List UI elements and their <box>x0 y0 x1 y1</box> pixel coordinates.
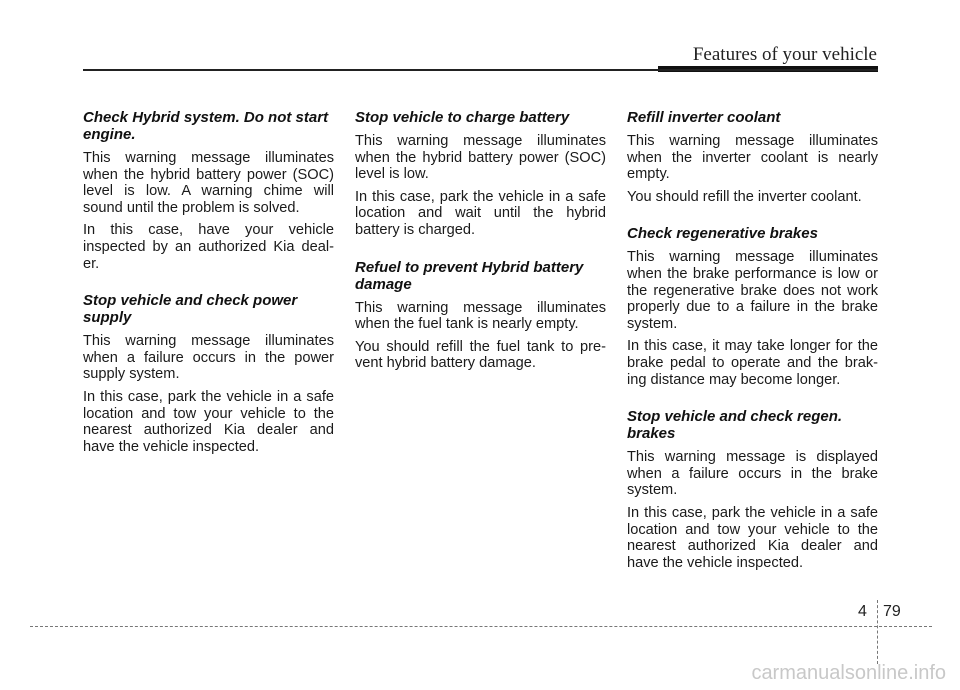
section-paragraph: This warning message is displayed when a failure occurs in the brake system. <box>627 449 878 499</box>
column-2 <box>355 109 606 392</box>
section-stop-charge-battery <box>355 109 606 239</box>
column-3 <box>627 109 878 591</box>
watermark: carmanualsonline.info <box>751 662 946 684</box>
page-number: 79 <box>883 603 901 620</box>
section-paragraph: This warning message illuminates when the hybrid battery power (SOC) level is low. <box>355 133 606 183</box>
section-paragraph: This warning message illuminates when the brake performance is low or the regenerative brake does not work properly due to a failure in the brake system. <box>627 249 878 332</box>
column-1 <box>83 109 334 475</box>
section-heading: Check regenerative brakes <box>627 225 818 243</box>
section-heading: Stop vehicle to charge battery <box>355 109 570 126</box>
section-paragraph: This warning message illuminates when a failure occurs in the power supply system. <box>83 333 334 383</box>
section-paragraph: In this case, park the vehicle in a safe location and tow your vehicle to the nearest authorized Kia dealer and have the vehicle inspected. <box>627 504 878 571</box>
section-paragraph: This warning message illuminates when the inverter coolant is nearly empty. <box>627 133 878 183</box>
section-paragraph: In this case, have your vehicle inspected by an authorized Kia deal-er. <box>83 222 334 272</box>
section-paragraph: This warning message illuminates when the hybrid battery power (SOC) level is low. A warning chime will sound until the problem is solved. <box>83 150 334 216</box>
section-refuel-prevent-damage <box>355 259 606 372</box>
section-check-hybrid-system <box>83 109 334 272</box>
section-heading: Refill inverter coolant <box>627 109 781 126</box>
section-paragraph: In this case, park the vehicle in a safe location and wait until the hybrid battery is charged. <box>355 188 606 238</box>
header-rule <box>83 69 878 71</box>
running-header: Features of your vehicle <box>692 44 877 65</box>
section-stop-check-power-supply <box>83 292 334 455</box>
section-heading: Stop vehicle and check regen. brakes <box>627 408 843 443</box>
section-paragraph: You should refill the fuel tank to pre-vent hybrid battery damage. <box>355 338 606 372</box>
footer-dashed-rule <box>30 626 932 627</box>
section-stop-check-regen-brakes <box>627 408 878 571</box>
section-heading: Check Hybrid system. Do not start engine. <box>83 109 329 143</box>
section-check-regenerative-brakes <box>627 225 878 388</box>
section-paragraph: You should refill the inverter coolant. <box>627 188 862 205</box>
section-paragraph: In this case, park the vehicle in a safe location and tow your vehicle to the nearest authorized Kia dealer and have the vehicle inspected. <box>83 388 334 455</box>
section-heading: Stop vehicle and check power supply <box>83 292 298 327</box>
chapter-number: 4 <box>858 603 867 620</box>
footer-divider <box>877 600 878 664</box>
section-refill-inverter-coolant <box>627 109 878 205</box>
section-heading: Refuel to prevent Hybrid battery damage <box>355 258 584 293</box>
section-paragraph: This warning message illuminates when the fuel tank is nearly empty. <box>355 299 606 333</box>
section-paragraph: In this case, it may take longer for the brake pedal to operate and the brak-ing distance may become longer. <box>627 338 878 388</box>
